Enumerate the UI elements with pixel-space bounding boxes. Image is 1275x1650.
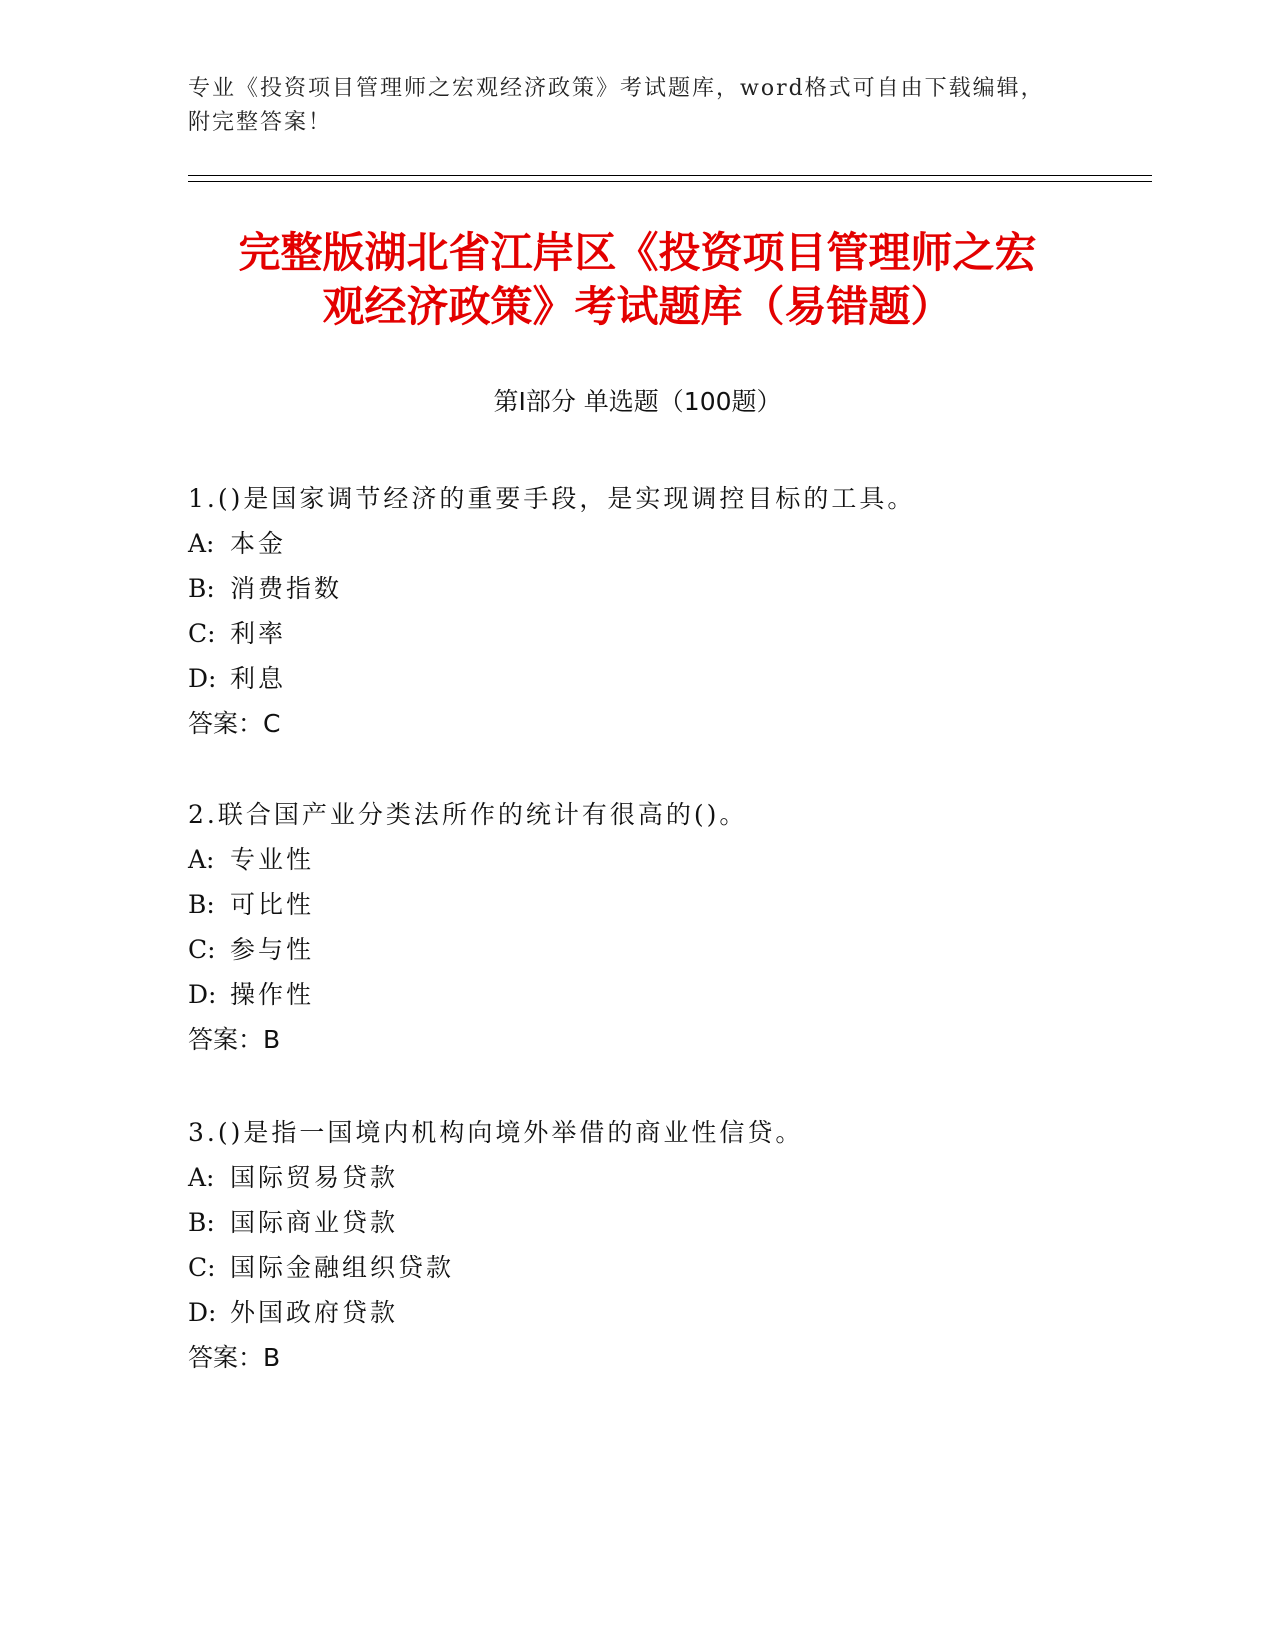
option-a — [188, 521, 1168, 566]
option-text: 参与性 — [230, 935, 315, 964]
option-text: 外国政府贷款 — [230, 1298, 399, 1327]
option-b — [188, 1200, 1168, 1245]
answer-line: 答案：B — [188, 1343, 281, 1372]
option-key: B: — [188, 574, 215, 603]
header-note — [188, 72, 1088, 140]
option-text: 利率 — [230, 619, 287, 648]
option-c — [188, 1245, 1168, 1290]
option-key: C: — [188, 935, 216, 964]
option-text: 消费指数 — [230, 574, 343, 603]
option-key: A: — [188, 845, 215, 874]
option-text: 国际贸易贷款 — [230, 1163, 399, 1192]
option-key: B: — [188, 890, 215, 919]
option-b — [188, 882, 1168, 927]
option-key: D: — [188, 664, 217, 693]
document-title — [100, 226, 1175, 334]
option-c — [188, 611, 1168, 656]
header-note-line-1: 专业《投资项目管理师之宏观经济政策》考试题库，word格式可自由下载编辑， — [188, 76, 1045, 101]
option-key: C: — [188, 1253, 216, 1282]
option-text: 可比性 — [230, 890, 315, 919]
option-d — [188, 972, 1168, 1017]
option-key: D: — [188, 1298, 217, 1327]
option-key: A: — [188, 529, 215, 558]
document-title-line-2: 观经济政策》考试题库（易错题） — [322, 282, 953, 331]
option-text: 专业性 — [230, 845, 315, 874]
question-3 — [188, 1110, 1168, 1380]
document-title-line-1: 完整版湖北省江岸区《投资项目管理师之宏 — [238, 228, 1037, 277]
answer-line: 答案：B — [188, 1025, 281, 1054]
option-b — [188, 566, 1168, 611]
option-c — [188, 927, 1168, 972]
section-heading: 第Ⅰ部分 单选题（100题） — [493, 387, 782, 416]
question-stem: 2.联合国产业分类法所作的统计有很高的()。 — [188, 800, 748, 829]
question-1 — [188, 476, 1168, 746]
option-text: 国际金融组织贷款 — [230, 1253, 455, 1282]
answer-line: 答案：C — [188, 709, 281, 738]
question-2 — [188, 792, 1168, 1062]
option-text: 国际商业贷款 — [230, 1208, 399, 1237]
question-stem: 1.()是国家调节经济的重要手段，是实现调控目标的工具。 — [188, 484, 916, 513]
option-d — [188, 1290, 1168, 1335]
option-key: D: — [188, 980, 217, 1009]
option-key: C: — [188, 619, 216, 648]
option-text: 操作性 — [230, 980, 315, 1009]
option-a — [188, 837, 1168, 882]
option-d — [188, 656, 1168, 701]
header-note-line-2: 附完整答案！ — [188, 110, 333, 135]
option-text: 本金 — [230, 529, 287, 558]
header-divider-bottom — [188, 181, 1152, 182]
option-text: 利息 — [230, 664, 287, 693]
option-key: B: — [188, 1208, 215, 1237]
option-a — [188, 1155, 1168, 1200]
header-divider-top — [188, 175, 1152, 176]
option-key: A: — [188, 1163, 215, 1192]
question-stem: 3.()是指一国境内机构向境外举借的商业性信贷。 — [188, 1118, 804, 1147]
